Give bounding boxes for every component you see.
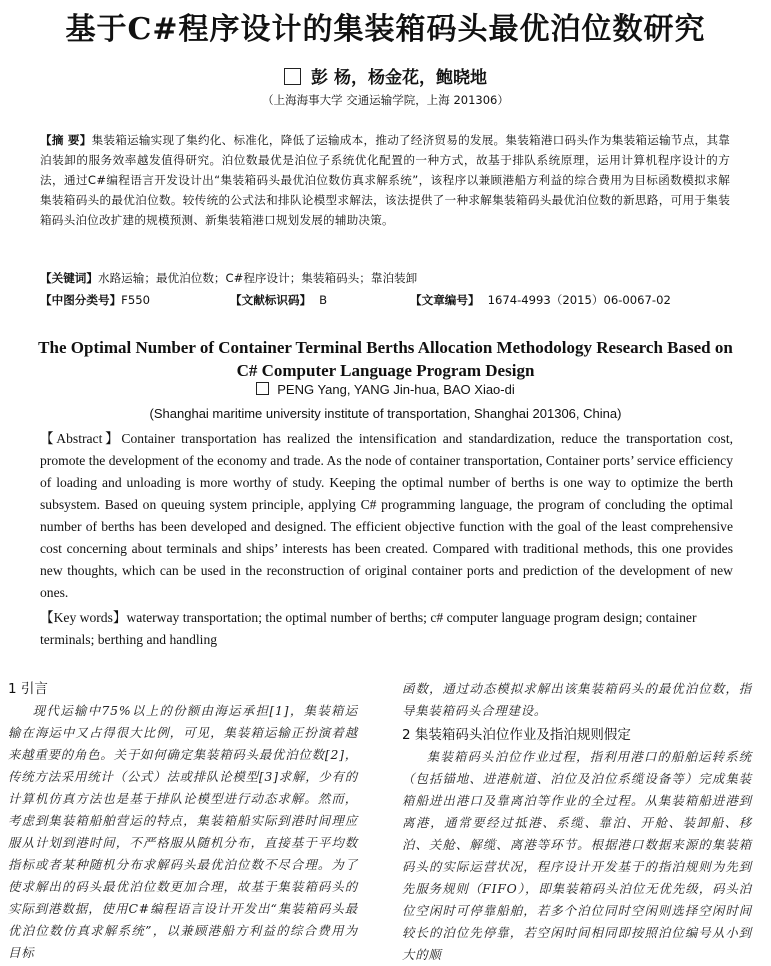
keywords-en-text: waterway transportation; the optimal number of berths; c# computer language program design; container terminals; berthing and handling [40,610,697,647]
author-list-en [0,382,771,397]
section-2-body: 集装箱码头泊位作业过程，指利用港口的船舶运转系统（包括锚地、进港航道、泊位及泊位系缆设备等）完成集装箱船进出港口及靠离泊等作业的全过程。从集装箱船进港到离港，通常要经过抵港、系缆、靠泊、开舱、装卸船、移泊、关舱、解缆、离港等环节。根据港口数据来源的集装箱码头的实际运营状况，程序设计开发基于的指泊规则为先到先服务规则（FIFO），即集装箱码头泊位无优先级，码头泊位空闲时可停靠船舶，若多个泊位同时空闲则选择空闲时间较长的泊位先停靠，若空闲时间相同即按照泊位编号从小到大的顺 [402,749,752,962]
keywords-cn-text: 水路运输；最优泊位数；C#程序设计；集装箱码头；靠泊装卸 [97,271,418,285]
abstract-cn-label: 【摘 要】 [40,133,92,147]
abstract-en [40,428,733,604]
affiliation: （上海海事大学 交通运输学院，上海 201306） [262,93,509,107]
keywords-cn-label: 【关键词】 [40,271,98,285]
abstract-cn [40,130,730,230]
classification-line [40,292,730,310]
abstract-en-label: 【Abstract】 [40,431,122,446]
clc-label: 【中图分类号】 [40,293,122,307]
section-1-body: 现代运输中75%以上的份额由海运承担[1]，集装箱运输在海运中又占得很大比例，可见，集装箱运输正扮演着越来越重要的角色。关于如何确定集装箱码头最优泊位数[2]，传统方法采用统计（公式）法或排队论模型[3]求解，少有的计算机仿真方法也是基于排队论模型进行动态求解。然而，考虑到集装箱船舶营运的特点，集装箱船实际到港时间理应服从计划到港时间，不严格服从随机分布，直接基于平均数指标或者某种随机分布求解码头最优泊位数不尽合理。为了使求解出的码头最优泊位数更加合理，故基于集装箱码头的实际到港数据，使用C#编程语言设计开发出“集装箱码头最优泊位数仿真求解系统”，以兼顾港船方利益的综合费用为目标 [8,703,358,960]
right-column [402,678,752,966]
article-no-group [410,292,671,308]
authors-en-text: PENG Yang, YANG Jin-hua, BAO Xiao-di [277,382,515,397]
authors-text: 彭 杨，杨金花，鲍晓地 [311,68,487,88]
checkbox-square-icon [284,68,301,85]
abstract-cn-text: 集装箱运输实现了集约化、标准化，降低了运输成本，推动了经济贸易的发展。集装箱港口码头作为集装箱运输节点，其靠泊装卸的服务效率越发值得研究。泊位数最优是泊位子系统优化配置的一种方式，故基于排队系统原理，运用计算机程序设计的方法，通过C#编程语言开发设计出“集装箱码头最优泊位数仿真求解系统”，该程序以兼顾港船方利益的综合费用为目标函数模拟求解集装箱码头的最优泊位数。较传统的公式法和排队论模型求解法，该法提供了一种求解集装箱码头最优泊位数的新思路，可用于集装箱码头泊位改扩建的规模预测、新集装箱港口规划发展的辅助决策。 [40,133,730,227]
section-1-continued: 函数，通过动态模拟求解出该集装箱码头的最优泊位数，指导集装箱码头合理建设。 [402,681,752,718]
doc-code-group [230,292,327,308]
abstract-en-text: Container transportation has realized the intensification and standardization, reduce the transportation cost, promote the development of the economy and trade. As the node of container transportation, Container ports’ service efficiency of loading and unloading is more worthy of study. Keeping the optimal number of berths is one way to optimize the berth subsystem. Based on queuing system principle, applying C# programming language, the program of concluding the optimal number of berths has been developed and designed. The efficient objective function with the goal of the least comprehensive cost concerning about terminals and ships’ interests has been created. Compared with traditional methods, this one provides new thoughts, which can be used in the reconstruction of original container ports and prediction of the development of new ones. [40,431,733,600]
article-no-label: 【文章编号】 [410,293,480,307]
keywords-en-label: 【Key words】 [40,610,127,625]
keywords-en [40,607,733,651]
author-list [0,63,771,88]
doc-code-value: B [319,293,328,307]
clc-value: F550 [121,293,150,307]
checkbox-square-icon [256,382,269,395]
clc-group [40,292,150,308]
paper-title-en: The Optimal Number of Container Terminal Berths Allocation Methodology Research Based on C# Computer Language Program Design [38,338,733,380]
paper-title: 基于C#程序设计的集装箱码头最优泊位数研究 [65,12,706,47]
doc-code-label: 【文献标识码】 [230,293,312,307]
affiliation-en: (Shanghai maritime university institute of transportation, Shanghai 201306, China) [149,406,622,421]
keywords-cn [40,270,730,286]
left-column [8,678,358,964]
section-1-heading: 1 引言 [8,681,48,697]
section-2-heading: 2 集装箱码头泊位作业及指泊规则假定 [402,727,631,743]
article-no-value: 1674-4993（2015）06-0067-02 [487,293,671,307]
